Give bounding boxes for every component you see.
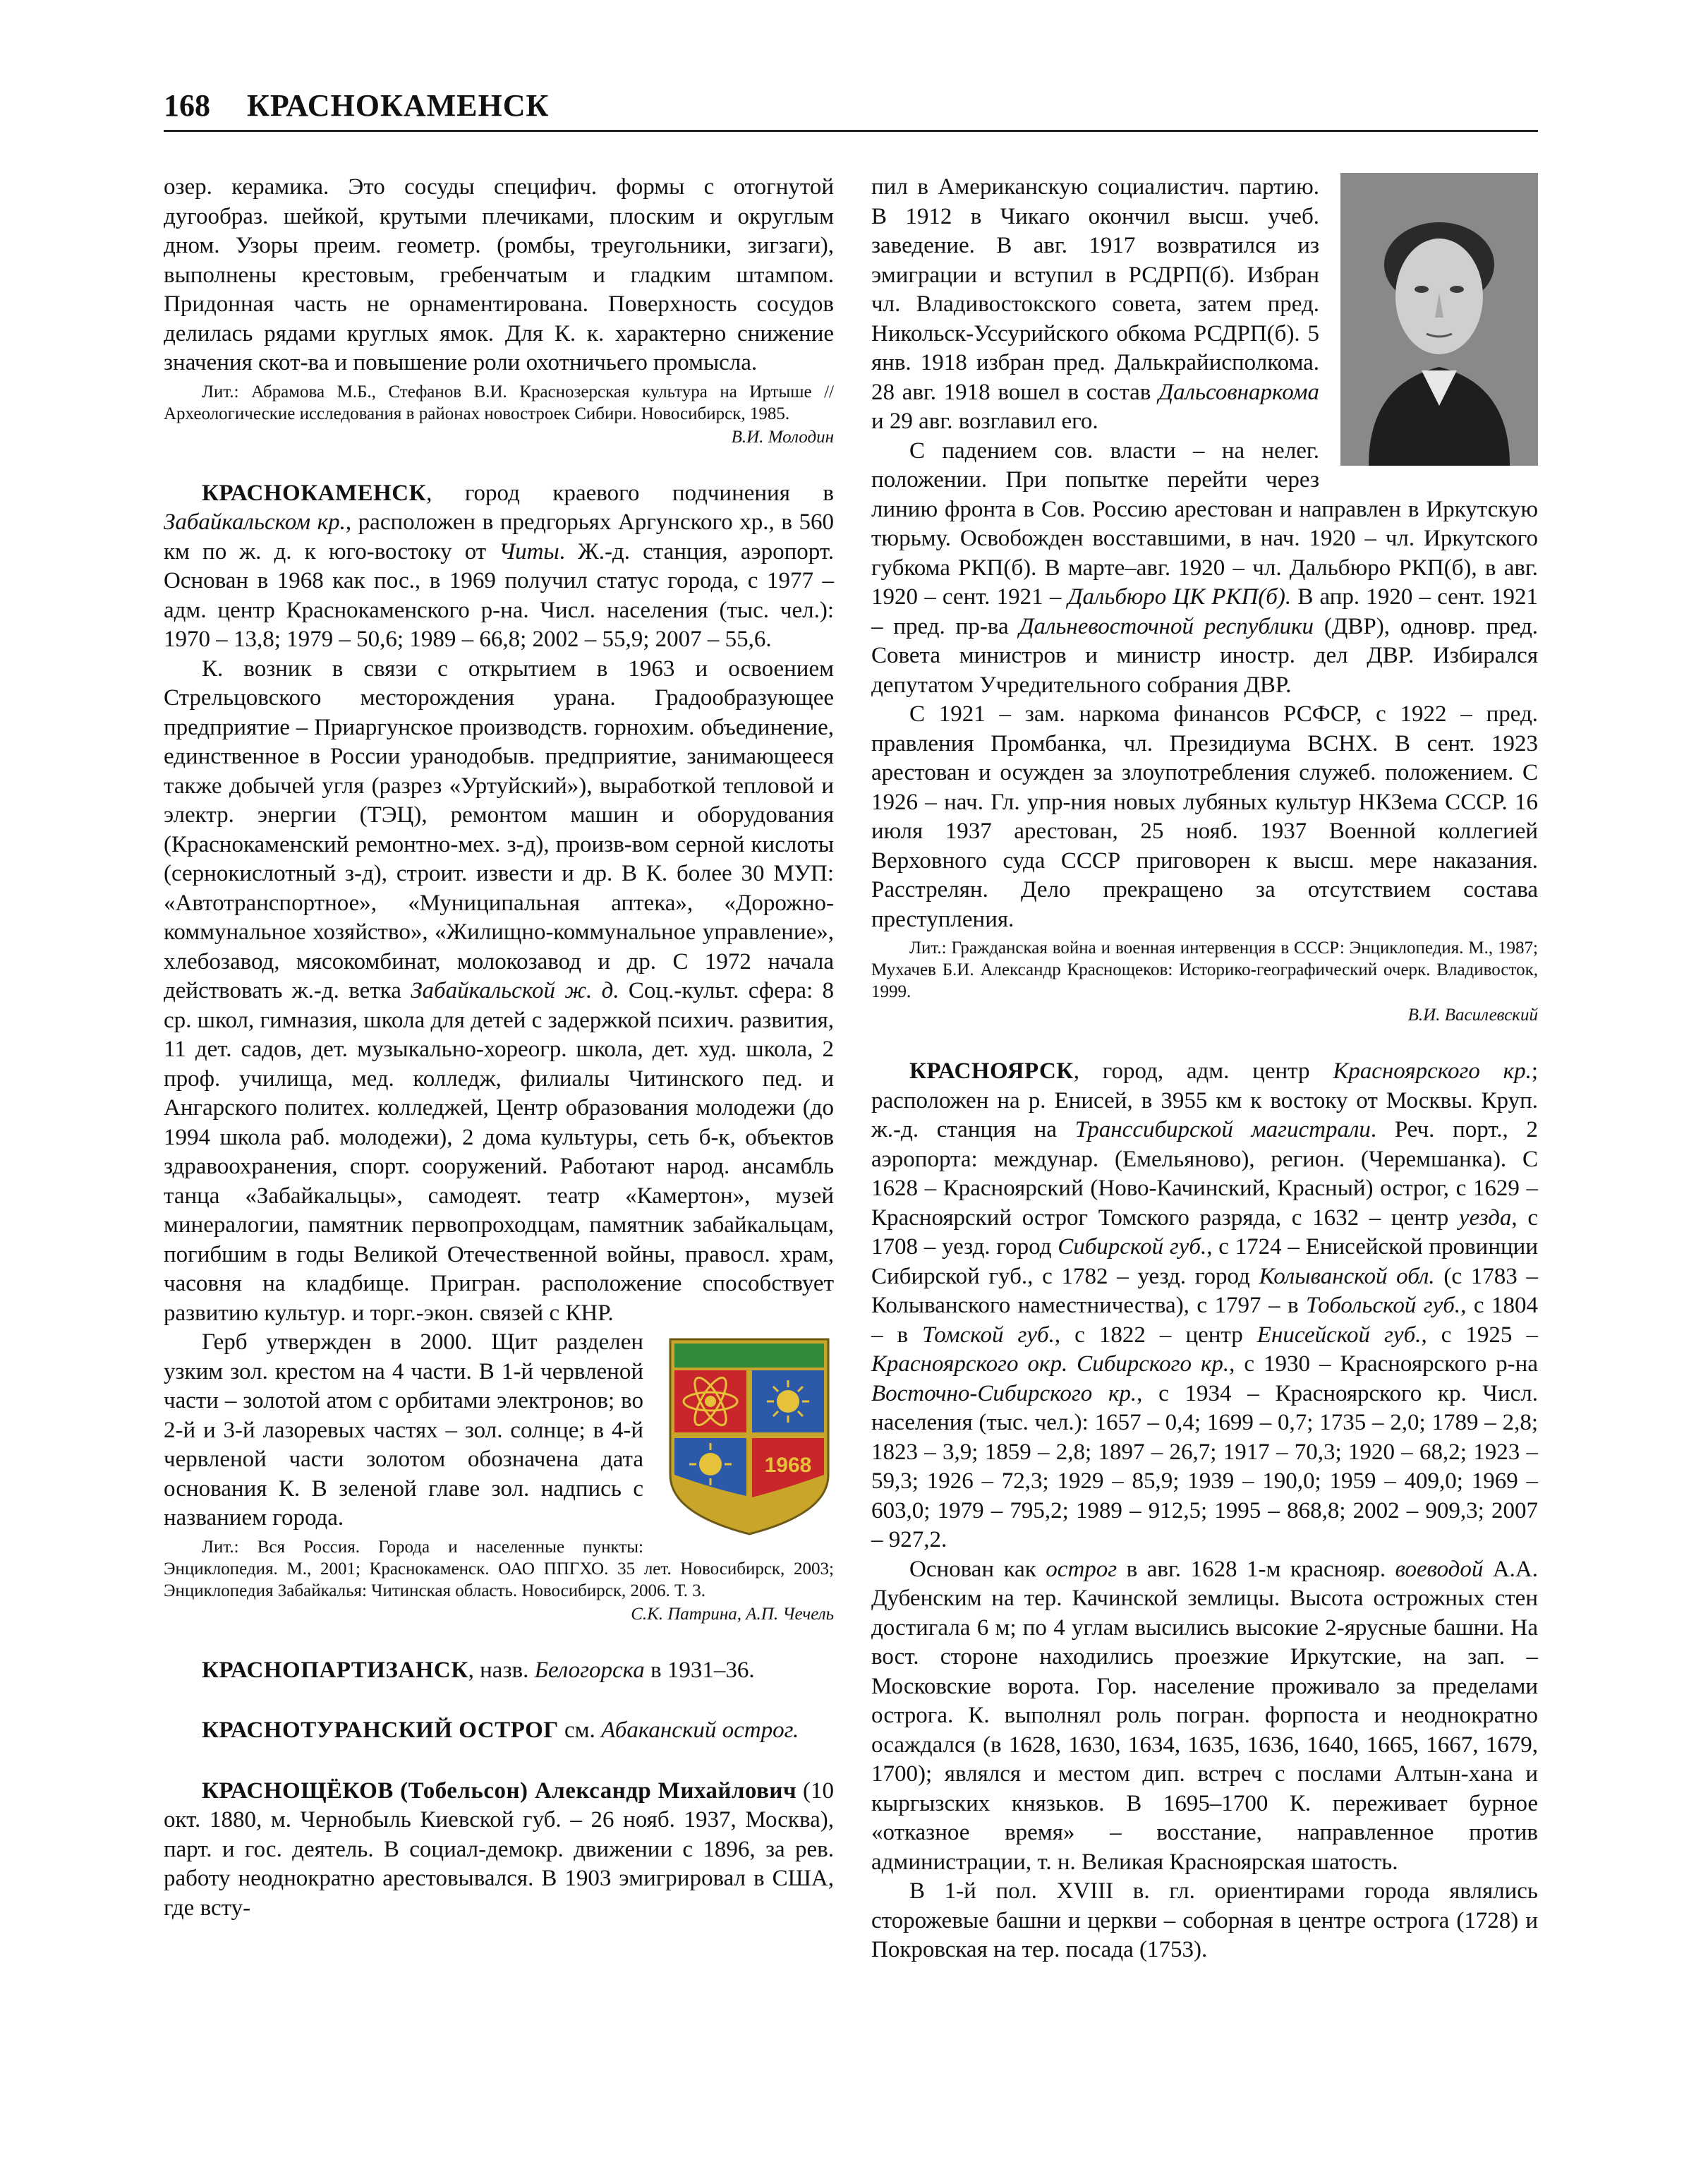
literature-note: Лит.: Вся Россия. Города и населенные пункты: Энциклопедия. М., 2001; Краснокаменск. ОАО ППГХО. 35 лет. Новосибирск, 2003; Энциклопедия Забайкалья: Читинская область. Новосибирск, 2006. Т. 3. <box>164 1537 834 1600</box>
cross-ref-link[interactable]: Абаканский острог. <box>601 1718 799 1743</box>
text-run: , с 1822 – центр <box>1054 1322 1257 1348</box>
coat-of-arms-image <box>665 1334 834 1538</box>
paragraph-continued: озер. керамика. Это сосуды специфич. формы с отогнутой дугообраз. шейкой, крутыми плечиками, плоским и округлым дном. Узоры преим. геометр. (ромбы, треугольники, зигзаги), выполнены крестовым, гребенчатым и гладким штампом. Придонная часть не орнаментирована. Поверхность сосудов делилась рядами круглых ямок. Для К. к. характерно снижение значения скот-ва и повышение роли охотничьего промысла. <box>164 174 834 375</box>
article-author: С.К. Патрина, А.П. Чечель <box>631 1604 834 1624</box>
entry-krasnokamensk <box>164 479 834 1625</box>
text-run: пил в Американскую социалистич. партию. В 1912 в Чикаго окончил высш. учеб. заведение. В авг. 1917 возвратился из эмиграции и вступил в РСДРП(б). Избран чл. Владивостокского совета, затем пред. Никольск-Уссурийского обкома РСДРП(б). 5 янв. 1918 избран пред. Далькрайисполкома. 28 авг. 1918 вошел в состав <box>871 174 1319 405</box>
text-run: Соц.-культ. сфера: 8 ср. школ, гимназия, школа для детей с задержкой психич. развития, 11 дет. садов, дет. музыкально-хореогр. школа, дет. худ. школа, 2 проф. училища, мед. колледж, филиалы Читинского пед. и Ангарского политех. колледжей, Центр образования молодежи (до 1994 школа раб. молодежи), 2 дома культуры, сеть б-к, объектов здравоохранения, спорт. сооружений. Работают народ. ансамбль танца «Забайкальцы», самодеят. театр «Камертон», музей минералогии, памятник первопроходцам, памятник забайкальцам, погибшим в годы Великой Отечественной войны, правосл. храм, часовня на кладбище. Пригран. расположение способствует развитию культур. и торг.-экон. связей с КНР. <box>164 978 834 1326</box>
coat-of-arms-icon <box>665 1334 834 1538</box>
cross-ref-link[interactable]: Читы <box>499 538 559 565</box>
article-author: В.И. Василевский <box>1407 1006 1538 1025</box>
entry-headword: КРАСНОКАМЕНСК <box>202 480 427 506</box>
text-run: . Реч. порт., 2 аэропорта: междунар. (Емельяново), регион. (Черемшанка). С 1628 – Красноярский (Ново-Качинский, Красный) острог, с 1629 – Красноярский острог Томского разряда, с 1632 – центр <box>871 1117 1538 1231</box>
cross-ref-link[interactable]: Транссибирской магистрали <box>1074 1117 1371 1142</box>
text-run: в авг. 1628 1-м краснояр. <box>1117 1556 1395 1582</box>
text-run: , город краевого подчинения в <box>426 480 834 506</box>
text-run: и 29 авг. возглавил его. <box>871 409 1098 434</box>
entry-headword: КРАСНОТУРАНСКИЙ ОСТРОГ <box>202 1718 559 1743</box>
entry-paragraph <box>164 655 834 1329</box>
text-run: , с 1724 – Енисейской провинции Сибирской губ., с 1782 – уезд. город <box>871 1234 1538 1289</box>
cross-ref-link[interactable]: Восточно-Сибирского кр. <box>871 1380 1137 1406</box>
text-run: , город, адм. центр <box>1073 1058 1333 1084</box>
entry-paragraph: В 1-й пол. XVIII в. гл. ориентирами города являлись сторожевые башни и церкви – соборная в центре острога (1728) и Покровская на тер. посада (1753). <box>871 1878 1538 1962</box>
entry-paragraph <box>164 1716 834 1746</box>
entry-paragraph <box>871 1057 1538 1555</box>
entry-krasnoturansky <box>164 1716 834 1746</box>
cross-ref-link[interactable]: Дальбюро ЦК РКП(б). <box>1067 584 1292 610</box>
text-run: , с 1708 – уезд. город <box>871 1205 1538 1260</box>
cross-ref-link[interactable]: Сибирской губ. <box>1058 1234 1207 1260</box>
entry-headword: КРАСНОПАРТИЗАНСК <box>202 1657 468 1683</box>
cross-ref-link[interactable]: Белогорска <box>534 1657 645 1683</box>
page-header <box>164 85 1538 134</box>
portrait-icon <box>1340 173 1538 466</box>
text-run: А.А. Дубенским на тер. Качинской землицы. Высота острожных стен достигала 6 м; по 4 углам высились высокие 2-ярусные башни. На вост. стороне находились проезжие Иркутские, на зап. – Московские ворота. Гор. население проживало за пределами острога. К. выполнял роль погран. форпоста и неоднократно осаждался (в 1628, 1630, 1634, 1635, 1636, 1640, 1665, 1667, 1679, 1700); являлся и местом дип. встреч с послами Алтын-хана и кыргызских князьков. В 1695–1700 К. переживает бурное «отказное время» – восстание, направленное против администрации, т. н. Великая Красноярская шатость. <box>871 1556 1538 1875</box>
cross-ref-link[interactable]: Дальневосточной республики <box>1019 613 1314 639</box>
text-run: , с 1934 – Красноярского кр. Числ. населения (тыс. чел.): 1657 – 0,4; 1699 – 0,7; 1735 – 2,0; 1789 – 2,8; 1823 – 3,9; 1859 – 2,8; 1897 – 26,7; 1917 – 70,3; 1920 – 68,2; 1923 – 59,3; 1926 – 72,3; 1929 – 85,9; 1939 – 190,0; 1959 – 409,0; 1969 – 603,0; 1979 – 795,2; 1989 – 912,5; 1995 – 868,8; 2002 – 909,3; 2007 – 927,2. <box>871 1380 1538 1552</box>
portrait-photo <box>1340 173 1538 466</box>
cross-ref-link[interactable]: Колыванской обл. <box>1259 1263 1435 1289</box>
text-run: В апр. 1920 – сент. 1921 – пред. пр-ва <box>871 584 1538 639</box>
entry-krasnopartizansk <box>164 1656 834 1686</box>
text-run: . Ж.-д. станция, аэропорт. Основан в 1968 как пос., в 1969 получил статус города, с 1977 – адм. центр Краснокаменского р-на. Числ. населения (тыс. чел.): 1970 – 13,8; 1979 – 50,6; 1989 – 66,8; 2002 – 55,9; 2007 – 55,6. <box>164 538 834 652</box>
text-run: (с 1783 – Колыванского наместничества), с 1797 – в <box>871 1263 1538 1318</box>
cross-ref-link[interactable]: Красноярского кр. <box>1333 1058 1532 1084</box>
cross-ref-link[interactable]: Томской губ. <box>922 1322 1055 1348</box>
entry-krasnoyarsk <box>871 1057 1538 1965</box>
text-run: ; расположен на р. Енисей, в 3955 км к востоку от Москвы. Круп. ж.-д. станция на <box>871 1058 1538 1142</box>
right-column <box>871 173 1538 1965</box>
entry-paragraph <box>871 437 1538 701</box>
literature-note: Лит.: Гражданская война и военная интервенция в СССР: Энциклопедия. М., 1987; Мухачев Б.И. Александр Краснощеков: Историко-географический очерк. Владивосток, 1999. <box>871 938 1538 1001</box>
cross-ref-link[interactable]: Забайкальском кр. <box>164 509 346 535</box>
cross-ref-link[interactable]: уезда <box>1458 1205 1512 1231</box>
text-run: (10 окт. 1880, м. Чернобыль Киевской губ. – 26 нояб. 1937, Москва), парт. и гос. деятель. В социал-демокр. движении с 1896, за рев. работу неоднократно арестовывался. В 1903 эмигрировал в США, где всту- <box>164 1777 834 1921</box>
coat-of-arms-year: 1968 <box>764 1454 812 1477</box>
entry-paragraph: С 1921 – зам. наркома финансов РСФСР, с 1922 – пред. правления Промбанка, чл. Президиума ВСНХ. В сент. 1923 арестован и осужден за злоупотребления служеб. положением. С 1926 – нач. Гл. упр-ния новых лубяных культур НКЗема СССР. 16 июля 1937 арестован, 25 нояб. 1937 Военной коллегией Верховного суда СССР приговорен к высш. мере наказания. Расстрелян. Дело прекращено за отсутствием состава преступления. <box>871 701 1538 932</box>
left-column <box>164 173 834 1923</box>
text-run: Основан как <box>909 1556 1046 1582</box>
text-run: , с 1925 – <box>1421 1322 1538 1348</box>
text-run: , расположен в предгорьях Аргунского хр., в 560 км по ж. д. к юго-востоку от <box>164 509 834 565</box>
text-run: С падением сов. власти – на нелег. положении. При попытке перейти через линию фронта в Сов. Россию арестован и направлен в Иркутскую тюрьму. Освобожден восставшими, в нач. 1920 – чл. Иркутского губкома РКП(б). В марте–авг. 1920 – чл. Дальбюро РКП(б), в авг. 1920 – сент. 1921 – <box>871 437 1538 610</box>
text-run: в 1931–36. <box>644 1657 755 1683</box>
header-rule <box>164 130 1538 132</box>
cross-ref-link[interactable]: Забайкальской ж. д. <box>411 978 619 1003</box>
page-number: 168 <box>164 88 210 123</box>
entry-paragraph <box>871 1555 1538 1878</box>
text-run: см. <box>558 1718 602 1743</box>
entry-paragraph <box>164 479 834 655</box>
entry-headword: КРАСНОЩЁКОВ (Тобельсон) Александр Михайлович <box>202 1777 797 1804</box>
cross-ref-link[interactable]: Тобольской губ. <box>1306 1293 1461 1318</box>
cross-ref-link[interactable]: Енисейской губ. <box>1256 1322 1422 1348</box>
literature-note: Лит.: Абрамова М.Б., Стефанов В.И. Краснозерская культура на Иртыше // Археологические исследования в районах новостроек Сибири. Новосибирск, 1985. <box>164 382 834 423</box>
cross-ref-link[interactable]: Дальсовнаркома <box>1158 379 1319 405</box>
entry-krasnoshchekov <box>164 1777 834 1924</box>
text-run: , с 1930 – Красноярского р-на <box>1229 1351 1538 1377</box>
entry-headword: КРАСНОЯРСК <box>909 1058 1074 1084</box>
cross-ref-link[interactable]: острог <box>1046 1556 1118 1582</box>
cross-ref-link[interactable]: Красноярского окр. Сибирского кр. <box>871 1351 1230 1377</box>
text-run: , с 1804 – в <box>871 1293 1538 1348</box>
text-run: (ДВР), одновр. пред. Совета министров и министр иностр. дел ДВР. Избирался депутатом Учредительного собрания ДВР. <box>871 613 1538 698</box>
entry-paragraph <box>164 1777 834 1924</box>
cross-ref-link[interactable]: воеводой <box>1395 1556 1484 1582</box>
text-run: К. возник в связи с открытием в 1963 и освоением Стрельцовского месторождения урана. Градообразующее предприятие – Приаргунское производств. горнохим. объединение, единственное в России уранодобыв. предприятие, занимающееся также добычей угля (разрез «Уртуйский»), выработкой тепловой и электр. энергии (ТЭЦ), ремонтом машин и оборудования (Краснокаменский ремонтно-мех. з-д), произв-вом серной кислоты (сернокислотный з-д), строит. извести и др. В К. более 30 МУП: «Автотранспортное», «Муниципальная аптека», «Дорожно-коммунальное хозяйство», «Жилищно-коммунальное управление», хлебозавод, мясокомбинат, молокозавод и др. С 1972 начала действовать ж.-д. ветка <box>164 656 834 1003</box>
entry-paragraph: Герб утвержден в 2000. Щит разделен узким зол. крестом на 4 части. В 1-й червленой части – золотой атом с орбитами электронов; во 2-й и 3-й лазоревых частях – зол. солнце; в 4-й червленой части золотом обозначена дата основания К. В зеленой главе зол. надпись с названием города. <box>164 1329 643 1531</box>
article-author: В.И. Молодин <box>731 427 834 447</box>
running-title: КРАСНОКАМЕНСК <box>247 88 550 123</box>
entry-paragraph <box>164 1656 834 1686</box>
text-run: , назв. <box>468 1657 535 1683</box>
